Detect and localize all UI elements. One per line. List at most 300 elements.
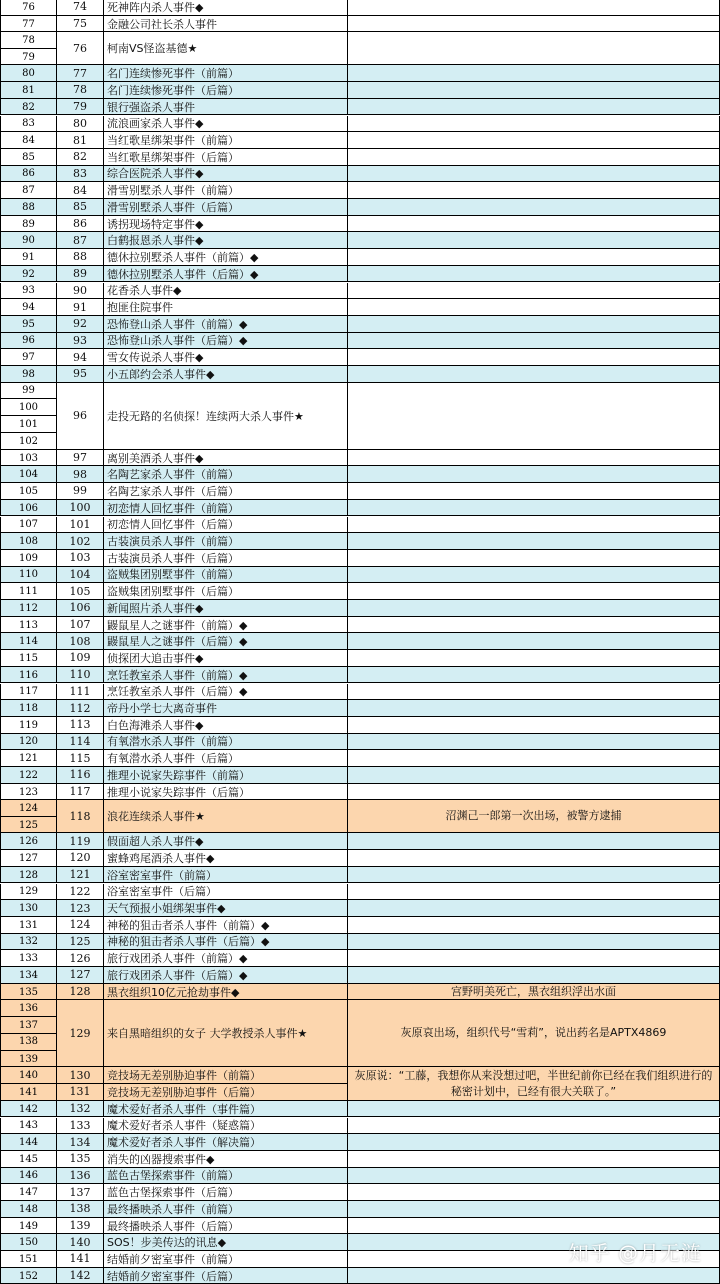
episode-number: 126 bbox=[18, 836, 39, 848]
table-row bbox=[0, 950, 720, 967]
episode-title: 结婚前夕密室事件（后篇） bbox=[104, 1268, 348, 1284]
episode-cell bbox=[0, 750, 57, 767]
chapter-number: 113 bbox=[57, 717, 104, 734]
table-row bbox=[0, 650, 720, 667]
chapter-number: 105 bbox=[57, 583, 104, 600]
episode-title: 白鹤报恩杀人事件◆ bbox=[104, 232, 348, 249]
episode-cell bbox=[0, 917, 57, 934]
episode-title: 白色海滩杀人事件◆ bbox=[104, 717, 348, 734]
episode-number: 108 bbox=[18, 536, 39, 548]
episode-note bbox=[348, 617, 720, 634]
episode-cell bbox=[0, 533, 57, 550]
table-row bbox=[0, 116, 720, 133]
episode-number: 135 bbox=[18, 986, 39, 998]
episode-number: 100 bbox=[1, 399, 56, 416]
episode-number: 143 bbox=[18, 1120, 39, 1132]
episode-number: 111 bbox=[18, 586, 39, 598]
table-row bbox=[0, 182, 720, 199]
episode-cell bbox=[0, 149, 57, 166]
episode-cell bbox=[0, 1201, 57, 1218]
episode-cell bbox=[0, 633, 57, 650]
episode-note bbox=[348, 0, 720, 16]
episode-cell bbox=[0, 466, 57, 483]
table-row bbox=[0, 684, 720, 701]
table-row bbox=[0, 283, 720, 300]
episode-note bbox=[348, 65, 720, 82]
episode-title: 流浪画家杀人事件◆ bbox=[104, 116, 348, 133]
episode-title: 名门连续惨死事件（前篇） bbox=[104, 65, 348, 82]
chapter-number: 78 bbox=[57, 82, 104, 99]
episode-note bbox=[348, 1218, 720, 1235]
episode-cell bbox=[0, 16, 57, 33]
episode-number: 133 bbox=[18, 953, 39, 965]
chapter-number: 74 bbox=[57, 0, 104, 16]
episode-note bbox=[348, 967, 720, 984]
episode-number: 76 bbox=[22, 1, 35, 13]
episode-title: 结婚前夕密室事件（前篇） bbox=[104, 1251, 348, 1268]
table-row bbox=[0, 934, 720, 951]
episode-note bbox=[348, 500, 720, 517]
table-row bbox=[0, 500, 720, 517]
episode-number: 96 bbox=[22, 335, 35, 347]
episode-number: 140 bbox=[18, 1070, 39, 1082]
chapter-number: 104 bbox=[57, 567, 104, 584]
episode-title: 帝丹小学七大离奇事件 bbox=[104, 700, 348, 717]
table-row bbox=[0, 366, 720, 383]
episode-number: 95 bbox=[22, 318, 35, 330]
episode-title: 天气预报小姐绑架事件◆ bbox=[104, 900, 348, 917]
episode-number: 152 bbox=[18, 1270, 39, 1282]
chapter-number: 110 bbox=[57, 667, 104, 684]
episode-number: 85 bbox=[22, 151, 35, 163]
chapter-number: 124 bbox=[57, 917, 104, 934]
episode-cell bbox=[0, 82, 57, 99]
episode-title: SOS！步美传达的讯息◆ bbox=[104, 1234, 348, 1251]
episode-number: 103 bbox=[18, 452, 39, 464]
chapter-number: 83 bbox=[57, 166, 104, 183]
episode-cell bbox=[0, 1134, 57, 1151]
chapter-number: 107 bbox=[57, 617, 104, 634]
episode-cell bbox=[0, 99, 57, 116]
episode-title: 当红歌星绑架事件（后篇） bbox=[104, 149, 348, 166]
chapter-number: 102 bbox=[57, 533, 104, 550]
episode-cell bbox=[0, 517, 57, 534]
episode-title: 浴室密室事件（前篇） bbox=[104, 867, 348, 884]
chapter-number: 117 bbox=[57, 784, 104, 801]
episode-number: 78 bbox=[1, 32, 56, 49]
table-row bbox=[0, 633, 720, 650]
episode-title: 有氧潜水杀人事件（后篇） bbox=[104, 750, 348, 767]
chapter-number: 98 bbox=[57, 466, 104, 483]
episode-note: 沼渊己一郎第一次出场，被警方逮捕 bbox=[348, 800, 720, 833]
episode-cell bbox=[0, 316, 57, 333]
episode-number: 138 bbox=[1, 1034, 56, 1051]
episode-note bbox=[348, 700, 720, 717]
table-row bbox=[0, 533, 720, 550]
table-row bbox=[0, 1218, 720, 1235]
chapter-number: 138 bbox=[57, 1201, 104, 1218]
chapter-number: 115 bbox=[57, 750, 104, 767]
episode-number: 147 bbox=[18, 1187, 39, 1199]
episode-title: 花香杀人事件◆ bbox=[104, 283, 348, 300]
table-row bbox=[0, 149, 720, 166]
table-row bbox=[0, 517, 720, 534]
chapter-number: 92 bbox=[57, 316, 104, 333]
episode-number: 128 bbox=[18, 869, 39, 881]
episode-cell bbox=[0, 366, 57, 383]
table-row bbox=[0, 767, 720, 784]
chapter-number: 112 bbox=[57, 700, 104, 717]
table-row bbox=[0, 65, 720, 82]
table-row bbox=[0, 1151, 720, 1168]
table-row bbox=[0, 1000, 720, 1067]
episode-note bbox=[348, 750, 720, 767]
episode-title: 盗贼集团别墅事件（前篇） bbox=[104, 567, 348, 584]
episode-title: 蓝色古堡探索事件（前篇） bbox=[104, 1168, 348, 1185]
episode-number: 97 bbox=[22, 352, 35, 364]
episode-number: 82 bbox=[22, 101, 35, 113]
chapter-number: 130 bbox=[57, 1067, 104, 1084]
episode-note bbox=[348, 717, 720, 734]
episode-title: 黑衣组织10亿元抢劫事件◆ bbox=[104, 984, 348, 1001]
episode-number: 119 bbox=[18, 719, 39, 731]
chapter-number: 85 bbox=[57, 199, 104, 216]
episode-number: 145 bbox=[18, 1153, 39, 1165]
episode-number: 90 bbox=[22, 235, 35, 247]
chapter-number: 118 bbox=[57, 800, 104, 833]
chapter-number: 82 bbox=[57, 149, 104, 166]
episode-title: 滑雪别墅杀人事件（后篇） bbox=[104, 199, 348, 216]
table-row bbox=[0, 884, 720, 901]
episode-note bbox=[348, 734, 720, 751]
episode-number: 114 bbox=[18, 636, 39, 648]
episode-number: 80 bbox=[22, 68, 35, 80]
episode-note bbox=[348, 784, 720, 801]
table-row bbox=[0, 967, 720, 984]
table-row bbox=[0, 750, 720, 767]
episode-number: 129 bbox=[18, 886, 39, 898]
episode-cell bbox=[0, 617, 57, 634]
table-row bbox=[0, 1201, 720, 1218]
chapter-number: 106 bbox=[57, 600, 104, 617]
episode-title: 当红歌星绑架事件（前篇） bbox=[104, 132, 348, 149]
episode-number: 87 bbox=[22, 185, 35, 197]
episode-number: 112 bbox=[18, 602, 39, 614]
chapter-number: 111 bbox=[57, 684, 104, 701]
table-row bbox=[0, 1268, 720, 1284]
episode-number: 106 bbox=[18, 502, 39, 514]
episode-note bbox=[348, 32, 720, 65]
episode-title: 名门连续惨死事件（后篇） bbox=[104, 82, 348, 99]
episode-note bbox=[348, 1168, 720, 1185]
episode-number: 124 bbox=[1, 800, 56, 817]
episode-number: 107 bbox=[18, 519, 39, 531]
episode-cell bbox=[0, 1151, 57, 1168]
table-row bbox=[0, 166, 720, 183]
episode-number: 115 bbox=[18, 652, 39, 664]
episode-cell bbox=[0, 1067, 57, 1084]
table-row bbox=[0, 550, 720, 567]
episode-title: 鼹鼠星人之谜事件（前篇）◆ bbox=[104, 617, 348, 634]
episode-cell bbox=[0, 1184, 57, 1201]
episode-cell bbox=[0, 166, 57, 183]
episode-cell bbox=[0, 667, 57, 684]
episode-note bbox=[348, 299, 720, 316]
chapter-number: 123 bbox=[57, 900, 104, 917]
table-row bbox=[0, 232, 720, 249]
chapter-number: 116 bbox=[57, 767, 104, 784]
chapter-number: 81 bbox=[57, 132, 104, 149]
episode-number: 79 bbox=[22, 51, 35, 63]
episode-cell bbox=[0, 0, 57, 16]
episode-cell bbox=[0, 232, 57, 249]
episode-title: 综合医院杀人事件◆ bbox=[104, 166, 348, 183]
episode-note bbox=[348, 684, 720, 701]
table-row bbox=[0, 333, 720, 350]
episode-number: 117 bbox=[18, 686, 39, 698]
table-row bbox=[0, 132, 720, 149]
chapter-number: 89 bbox=[57, 266, 104, 283]
episode-note bbox=[348, 833, 720, 850]
episode-title: 有氧潜水杀人事件（前篇） bbox=[104, 734, 348, 751]
chapter-number: 90 bbox=[57, 283, 104, 300]
episode-title: 恐怖登山杀人事件（前篇）◆ bbox=[104, 316, 348, 333]
episode-number: 151 bbox=[18, 1253, 39, 1265]
episode-number: 137 bbox=[1, 1017, 56, 1034]
episode-title: 蓝色古堡探索事件（后篇） bbox=[104, 1184, 348, 1201]
episode-title: 蜜蜂鸡尾酒杀人事件◆ bbox=[104, 850, 348, 867]
episode-title: 竞技场无差别胁迫事件（后篇） bbox=[104, 1084, 348, 1101]
episode-number: 88 bbox=[22, 201, 35, 213]
table-row bbox=[0, 833, 720, 850]
episode-note bbox=[348, 99, 720, 116]
episode-title: 假面超人杀人事件◆ bbox=[104, 833, 348, 850]
episode-title: 浴室密室事件（后篇） bbox=[104, 884, 348, 901]
episode-title: 新闻照片杀人事件◆ bbox=[104, 600, 348, 617]
episode-note bbox=[348, 600, 720, 617]
table-row bbox=[0, 32, 720, 65]
episode-number: 144 bbox=[18, 1137, 39, 1149]
episode-note bbox=[348, 383, 720, 450]
episode-number: 110 bbox=[18, 569, 39, 581]
episode-number: 93 bbox=[22, 285, 35, 297]
episode-number: 125 bbox=[18, 819, 39, 831]
table-row bbox=[0, 316, 720, 333]
episode-cell bbox=[0, 900, 57, 917]
chapter-number: 109 bbox=[57, 650, 104, 667]
episode-cell bbox=[0, 132, 57, 149]
chapter-number: 76 bbox=[57, 32, 104, 65]
episode-title: 恐怖登山杀人事件（后篇）◆ bbox=[104, 333, 348, 350]
episode-note bbox=[348, 232, 720, 249]
episode-cell bbox=[0, 1084, 57, 1101]
episode-cell bbox=[0, 1251, 57, 1268]
chapter-number: 101 bbox=[57, 517, 104, 534]
episode-number: 121 bbox=[18, 753, 39, 765]
episode-title: 抱匪住院事件 bbox=[104, 299, 348, 316]
episode-note: 灰原说：“工藤，我想你从来没想过吧，半世纪前你已经在我们组织进行的秘密计划中，已经有很大关联了。” bbox=[348, 1067, 720, 1100]
watermark: 知乎 @月无涟 bbox=[568, 1241, 702, 1265]
table-row bbox=[0, 82, 720, 99]
episode-note bbox=[348, 316, 720, 333]
episode-title: 旅行戏团杀人事件（后篇）◆ bbox=[104, 967, 348, 984]
episode-note bbox=[348, 767, 720, 784]
episode-cell bbox=[0, 684, 57, 701]
episode-number: 92 bbox=[22, 268, 35, 280]
episode-number: 101 bbox=[1, 416, 56, 433]
episode-cell bbox=[0, 299, 57, 316]
chapter-number: 80 bbox=[57, 116, 104, 133]
chapter-number: 99 bbox=[57, 483, 104, 500]
table-row bbox=[0, 383, 720, 450]
episode-title: 雪女传说杀人事件◆ bbox=[104, 349, 348, 366]
episode-number: 94 bbox=[22, 302, 35, 314]
chapter-number: 139 bbox=[57, 1218, 104, 1235]
episode-title: 魔术爱好者杀人事件（事件篇） bbox=[104, 1101, 348, 1118]
episode-note bbox=[348, 333, 720, 350]
episode-cell bbox=[0, 216, 57, 233]
episode-title: 消失的凶器搜索事件◆ bbox=[104, 1151, 348, 1168]
episode-note bbox=[348, 149, 720, 166]
episode-note bbox=[348, 934, 720, 951]
episode-number: 148 bbox=[18, 1203, 39, 1215]
episode-number: 105 bbox=[18, 485, 39, 497]
episode-number: 123 bbox=[18, 786, 39, 798]
episode-cell bbox=[0, 567, 57, 584]
chapter-number: 91 bbox=[57, 299, 104, 316]
episode-note bbox=[348, 1268, 720, 1284]
episode-number: 130 bbox=[18, 903, 39, 915]
episode-number: 91 bbox=[22, 251, 35, 263]
episode-title: 银行强盗杀人事件 bbox=[104, 99, 348, 116]
episode-cell bbox=[0, 700, 57, 717]
chapter-number: 129 bbox=[57, 1000, 104, 1067]
chapter-number: 135 bbox=[57, 1151, 104, 1168]
table-row bbox=[0, 249, 720, 266]
chapter-number: 100 bbox=[57, 500, 104, 517]
table-row bbox=[0, 700, 720, 717]
table-row bbox=[0, 850, 720, 867]
episode-number: 141 bbox=[18, 1086, 39, 1098]
episode-note bbox=[348, 1101, 720, 1118]
episode-title: 柯南VS怪盗基德★ bbox=[104, 32, 348, 65]
episode-title: 来自黑暗组织的女子 大学教授杀人事件★ bbox=[104, 1000, 348, 1067]
episode-note bbox=[348, 349, 720, 366]
episode-title: 最终播映杀人事件（后篇） bbox=[104, 1218, 348, 1235]
episode-title: 烹饪教室杀人事件（后篇）◆ bbox=[104, 684, 348, 701]
episode-note bbox=[348, 483, 720, 500]
chapter-number: 86 bbox=[57, 216, 104, 233]
chapter-number: 75 bbox=[57, 16, 104, 33]
episode-number: 132 bbox=[18, 936, 39, 948]
episode-cell bbox=[0, 550, 57, 567]
episode-title: 诱拐现场特定事件◆ bbox=[104, 216, 348, 233]
table-row bbox=[0, 216, 720, 233]
chapter-number: 84 bbox=[57, 182, 104, 199]
table-row bbox=[0, 867, 720, 884]
episode-cell bbox=[0, 450, 57, 467]
episode-number: 98 bbox=[22, 368, 35, 380]
episode-cell bbox=[0, 266, 57, 283]
episode-number: 104 bbox=[18, 469, 39, 481]
episode-note bbox=[348, 366, 720, 383]
episode-cell bbox=[0, 283, 57, 300]
chapter-number: 108 bbox=[57, 633, 104, 650]
table-row bbox=[0, 784, 720, 801]
chapter-number: 131 bbox=[57, 1084, 104, 1101]
episode-cell bbox=[0, 116, 57, 133]
episode-note bbox=[348, 1134, 720, 1151]
episode-cell bbox=[0, 583, 57, 600]
episode-note bbox=[348, 116, 720, 133]
episode-title: 初恋情人回忆事件（后篇） bbox=[104, 517, 348, 534]
episode-cell bbox=[0, 483, 57, 500]
table-row bbox=[0, 16, 720, 33]
episode-number: 122 bbox=[18, 769, 39, 781]
episode-note bbox=[348, 283, 720, 300]
episode-title: 魔术爱好者杀人事件（解决篇） bbox=[104, 1134, 348, 1151]
chapter-number: 103 bbox=[57, 550, 104, 567]
episode-number: 134 bbox=[18, 969, 39, 981]
episode-number: 131 bbox=[18, 919, 39, 931]
chapter-number: 121 bbox=[57, 867, 104, 884]
episode-title: 旅行戏团杀人事件（前篇）◆ bbox=[104, 950, 348, 967]
episode-note: 宫野明美死亡，黑衣组织浮出水面 bbox=[348, 984, 720, 1001]
episode-number: 89 bbox=[22, 218, 35, 230]
episode-title: 神秘的狙击者杀人事件（后篇）◆ bbox=[104, 934, 348, 951]
table-row bbox=[0, 1101, 720, 1118]
episode-number: 127 bbox=[18, 852, 39, 864]
episode-number: 149 bbox=[18, 1220, 39, 1232]
table-row bbox=[0, 0, 720, 16]
table-row bbox=[0, 667, 720, 684]
episode-note bbox=[348, 517, 720, 534]
episode-note bbox=[348, 567, 720, 584]
table-row bbox=[0, 99, 720, 116]
episode-title: 烹饪教室杀人事件（前篇）◆ bbox=[104, 667, 348, 684]
episode-title: 盗贼集团别墅事件（后篇） bbox=[104, 583, 348, 600]
episode-note bbox=[348, 82, 720, 99]
episode-note bbox=[348, 182, 720, 199]
episode-cell bbox=[0, 1118, 57, 1135]
chapter-number: 141 bbox=[57, 1251, 104, 1268]
chapter-number: 93 bbox=[57, 333, 104, 350]
chapter-number: 120 bbox=[57, 850, 104, 867]
episode-cell bbox=[0, 967, 57, 984]
chapter-number: 95 bbox=[57, 366, 104, 383]
episode-note bbox=[348, 249, 720, 266]
chapter-number: 87 bbox=[57, 232, 104, 249]
episode-note bbox=[348, 950, 720, 967]
table-row bbox=[0, 583, 720, 600]
episode-cell bbox=[0, 500, 57, 517]
chapter-number: 88 bbox=[57, 249, 104, 266]
episode-title: 推理小说家失踪事件（后篇） bbox=[104, 784, 348, 801]
chapter-number: 79 bbox=[57, 99, 104, 116]
episode-title: 金融公司社长杀人事件 bbox=[104, 16, 348, 33]
episode-note bbox=[348, 583, 720, 600]
episode-note bbox=[348, 466, 720, 483]
chapter-number: 127 bbox=[57, 967, 104, 984]
episode-cell bbox=[0, 1101, 57, 1118]
table-row bbox=[0, 266, 720, 283]
episode-number: 136 bbox=[1, 1000, 56, 1017]
episode-title: 初恋情人回忆事件（前篇） bbox=[104, 500, 348, 517]
chapter-number: 125 bbox=[57, 934, 104, 951]
episode-cell bbox=[0, 600, 57, 617]
table-row bbox=[0, 900, 720, 917]
episode-note bbox=[348, 132, 720, 149]
